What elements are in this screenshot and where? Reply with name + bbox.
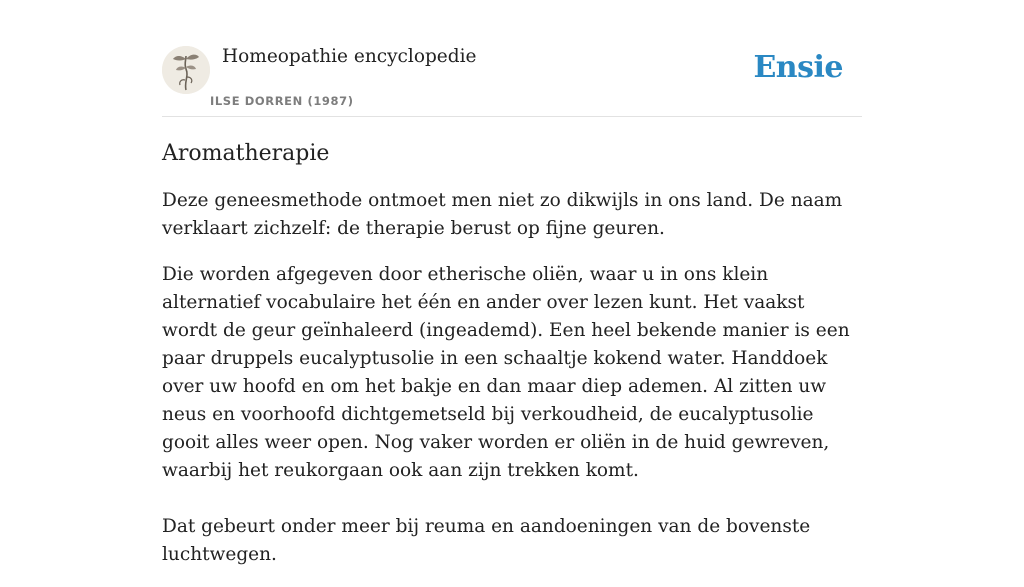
paragraph-body: Die worden afgegeven door etherische oliën, waar u in ons klein alternatief vocabulaire het één en ander over lezen kunt. Het vaakst wordt de geur geïnhaleerd (ingeademd). Een heel bekende manier is een paar druppels eucalyptusolie in een schaaltje kokend water. Handdoek over uw hoofd en om het bakje en dan maar diep ademen. Al zitten uw neus en voorhoofd dichtgemetseld bij verkoudheid, de eucalyptusolie gooit alles weer open. Nog vaker worden er oliën in de huid gewreven, waarbij het reukorgaan ook aan zijn trekken komt. [162, 264, 850, 481]
paragraph-intro: Deze geneesmethode ontmoet men niet zo dikwijls in ons land. De naam verklaart zichzelf: de therapie berust op fijne geuren. [162, 190, 843, 239]
book-title[interactable]: Homeopathie encyclopedie [222, 46, 477, 67]
brand-logo[interactable]: Ensie [753, 50, 843, 85]
plant-illustration-icon[interactable] [162, 46, 210, 94]
article-title: Aromatherapie [162, 141, 330, 166]
article-body [162, 138, 862, 587]
book-author: ILSE DORREN (1987) [210, 94, 354, 108]
book-header [162, 0, 862, 117]
paragraph-continued: Dat gebeurt onder meer bij reuma en aandoeningen van de bovenste luchtwegen. [162, 516, 811, 565]
